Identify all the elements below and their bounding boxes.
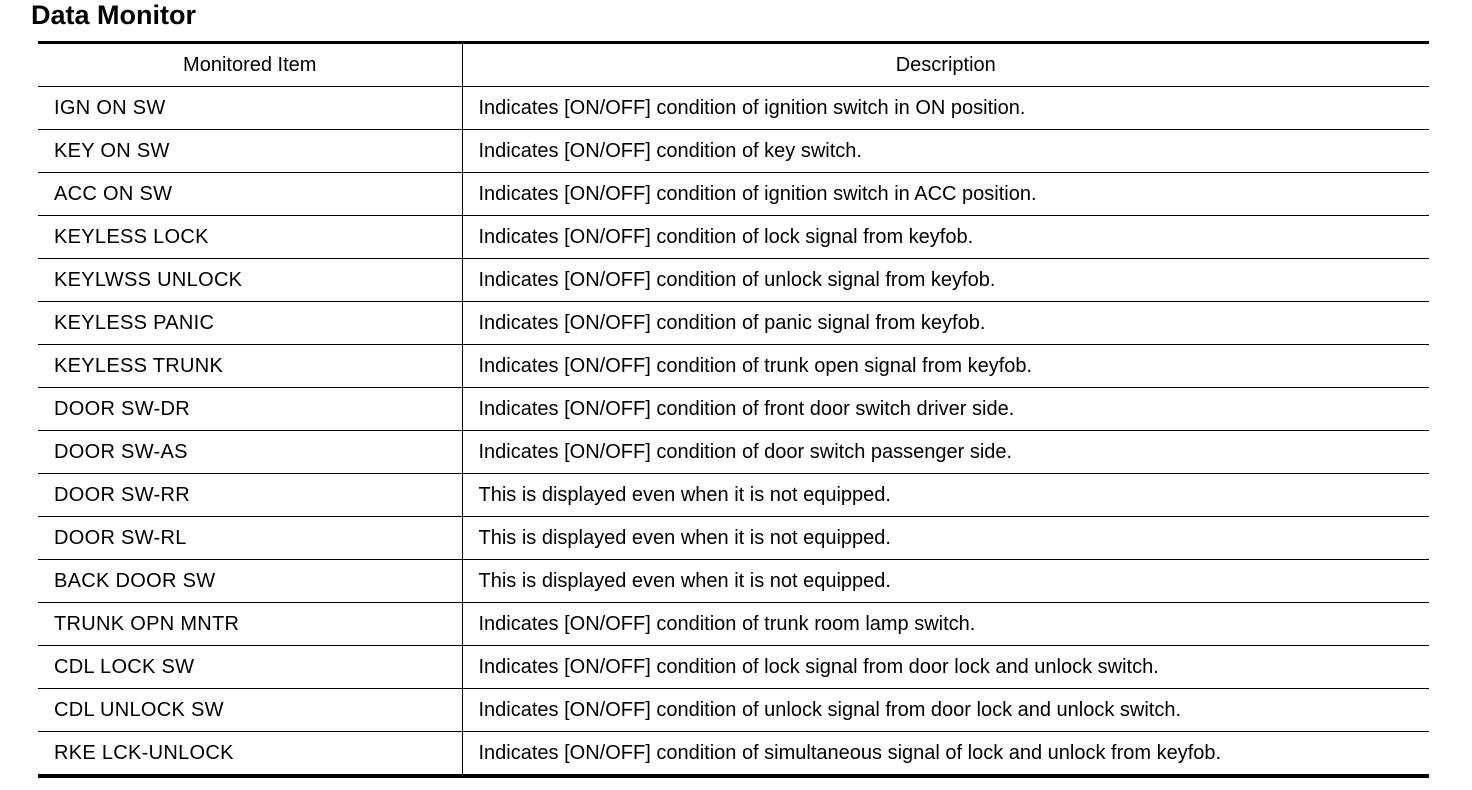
description-cell: This is displayed even when it is not equipped. [462, 474, 1429, 517]
data-monitor-table [38, 41, 1429, 778]
description-cell: Indicates [ON/OFF] condition of door switch passenger side. [462, 431, 1429, 474]
monitored-item-cell: CDL UNLOCK SW [38, 689, 462, 732]
description-cell: Indicates [ON/OFF] condition of trunk room lamp switch. [462, 603, 1429, 646]
monitored-item-cell: DOOR SW-AS [38, 431, 462, 474]
table-row [38, 689, 1429, 732]
description-cell: Indicates [ON/OFF] condition of panic signal from keyfob. [462, 302, 1429, 345]
table-row [38, 302, 1429, 345]
table-row [38, 345, 1429, 388]
monitored-item-cell: IGN ON SW [38, 87, 462, 130]
page-title: Data Monitor [31, 0, 196, 30]
table-row [38, 474, 1429, 517]
table-row [38, 560, 1429, 603]
monitored-item-cell: KEYLWSS UNLOCK [38, 259, 462, 302]
description-cell: Indicates [ON/OFF] condition of unlock signal from door lock and unlock switch. [462, 689, 1429, 732]
description-cell: Indicates [ON/OFF] condition of ignition switch in ON position. [462, 87, 1429, 130]
monitored-item-cell: DOOR SW-RL [38, 517, 462, 560]
column-header-monitored-item: Monitored Item [38, 43, 462, 87]
description-cell: This is displayed even when it is not equipped. [462, 517, 1429, 560]
table-row [38, 603, 1429, 646]
monitored-item-cell: CDL LOCK SW [38, 646, 462, 689]
description-cell: Indicates [ON/OFF] condition of lock signal from keyfob. [462, 216, 1429, 259]
table-row [38, 87, 1429, 130]
monitored-item-cell: ACC ON SW [38, 173, 462, 216]
table-body [38, 87, 1429, 777]
description-cell: Indicates [ON/OFF] condition of front door switch driver side. [462, 388, 1429, 431]
description-cell: Indicates [ON/OFF] condition of lock signal from door lock and unlock switch. [462, 646, 1429, 689]
table-row [38, 431, 1429, 474]
description-cell: This is displayed even when it is not equipped. [462, 560, 1429, 603]
monitored-item-cell: KEYLESS PANIC [38, 302, 462, 345]
description-cell: Indicates [ON/OFF] condition of ignition switch in ACC position. [462, 173, 1429, 216]
monitored-item-cell: RKE LCK-UNLOCK [38, 732, 462, 777]
description-cell: Indicates [ON/OFF] condition of key switch. [462, 130, 1429, 173]
monitored-item-cell: KEYLESS TRUNK [38, 345, 462, 388]
monitored-item-cell: BACK DOOR SW [38, 560, 462, 603]
description-cell: Indicates [ON/OFF] condition of simultaneous signal of lock and unlock from keyfob. [478, 741, 1222, 764]
table-header-row [38, 43, 1429, 87]
monitored-item-cell: TRUNK OPN MNTR [38, 603, 462, 646]
table-row [38, 732, 1429, 777]
column-header-description: Description [462, 43, 1429, 87]
table-row [38, 646, 1429, 689]
table-row [38, 517, 1429, 560]
table-row [38, 173, 1429, 216]
table-row [38, 216, 1429, 259]
monitored-item-cell: DOOR SW-RR [38, 474, 462, 517]
description-cell: Indicates [ON/OFF] condition of unlock signal from keyfob. [462, 259, 1429, 302]
monitored-item-cell: DOOR SW-DR [38, 388, 462, 431]
table-row [38, 388, 1429, 431]
monitored-item-cell: KEY ON SW [38, 130, 462, 173]
monitored-item-cell: KEYLESS LOCK [38, 216, 462, 259]
table-row [38, 259, 1429, 302]
description-cell: Indicates [ON/OFF] condition of trunk open signal from keyfob. [462, 345, 1429, 388]
table-row [38, 130, 1429, 173]
